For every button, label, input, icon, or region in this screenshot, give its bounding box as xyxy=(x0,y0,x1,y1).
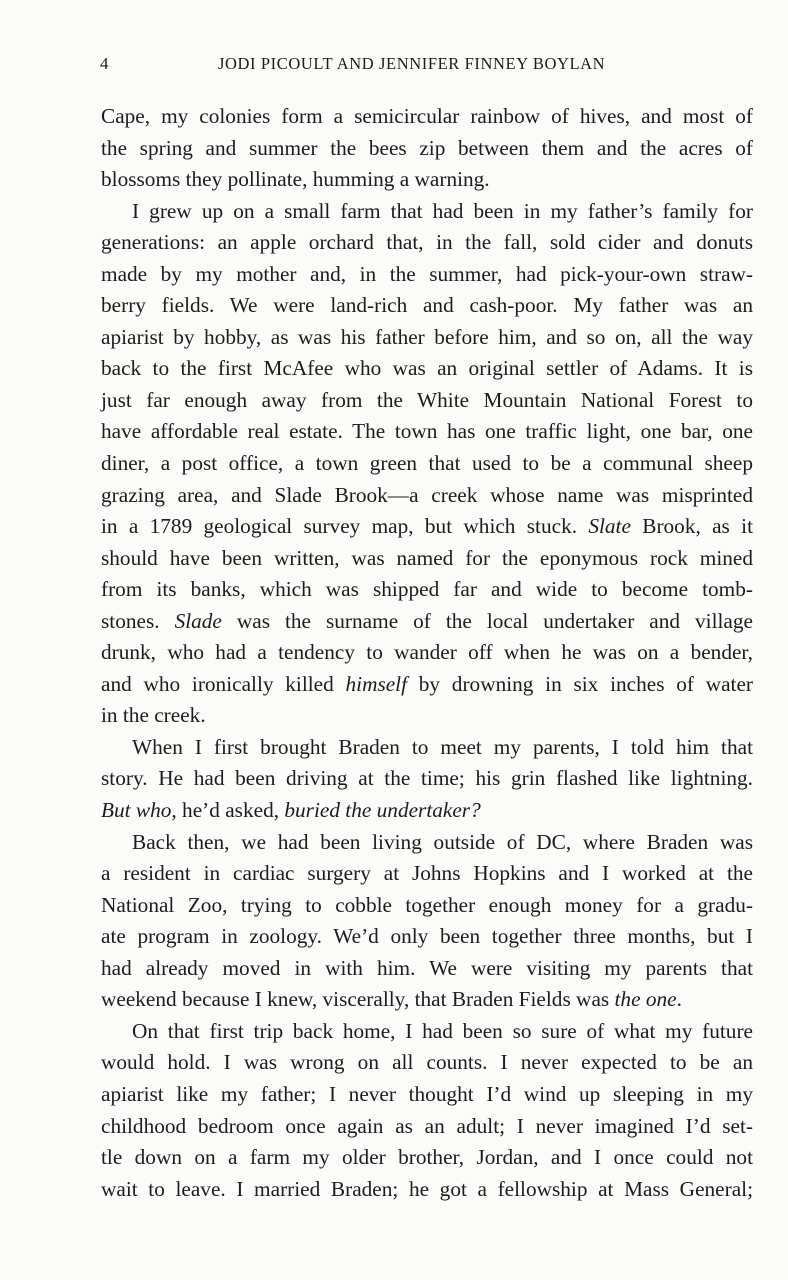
running-title: JODI PICOULT AND JENNIFER FINNEY BOYLAN xyxy=(218,54,606,73)
text-line xyxy=(101,1016,753,1048)
italic-text: But who, xyxy=(101,798,177,823)
text-line xyxy=(101,1111,753,1143)
text-segment: When I first brought Braden to meet my parents, I told him that xyxy=(132,734,753,759)
text-segment: just far enough away from the White Mountain National Forest to xyxy=(101,387,753,412)
text-segment: stones. xyxy=(101,608,175,633)
text-line xyxy=(101,227,753,259)
text-line xyxy=(101,827,753,859)
text-line xyxy=(101,1142,753,1174)
text-segment: Back then, we had been living outside of DC, where Braden was xyxy=(132,829,753,854)
text-line xyxy=(101,795,753,827)
italic-text: the one xyxy=(614,987,677,1012)
text-line xyxy=(101,416,753,448)
text-segment: apiarist like my father; I never thought I’d wind up sleeping in my xyxy=(101,1081,753,1106)
text-line xyxy=(101,353,753,385)
text-segment: in the creek. xyxy=(101,703,206,728)
text-line xyxy=(101,858,753,890)
running-header xyxy=(98,54,756,78)
text-line xyxy=(101,133,753,165)
text-segment: childhood bedroom once again as an adult; I never imagined I’d set- xyxy=(101,1113,753,1138)
text-segment: . xyxy=(676,987,682,1012)
text-segment: Cape, my colonies form a semicircular rainbow of hives, and most of xyxy=(101,104,753,128)
text-segment: drunk, who had a tendency to wander off when he was on a bender, xyxy=(101,640,753,665)
text-line xyxy=(101,763,753,795)
text-line xyxy=(101,259,753,291)
text-segment: I grew up on a small farm that had been in my father’s family for xyxy=(132,198,753,223)
text-segment: he’d asked, xyxy=(176,798,285,823)
body-text xyxy=(101,101,753,1205)
text-segment: and who ironically killed xyxy=(101,671,346,696)
text-line xyxy=(101,890,753,922)
text-segment: National Zoo, trying to cobble together enough money for a gradu- xyxy=(101,892,753,917)
text-line xyxy=(101,1079,753,1111)
text-line xyxy=(101,290,753,322)
text-segment: grazing area, and Slade Brook—a creek whose name was misprinted xyxy=(101,482,753,507)
text-segment: On that first trip back home, I had been so sure of what my future xyxy=(132,1018,753,1043)
text-segment: would hold. I was wrong on all counts. I never expected to be an xyxy=(101,1050,753,1075)
text-line xyxy=(101,953,753,985)
text-line xyxy=(101,921,753,953)
text-line xyxy=(101,322,753,354)
text-segment: had already moved in with him. We were visiting my parents that xyxy=(101,955,753,980)
text-segment: a resident in cardiac surgery at Johns Hopkins and I worked at the xyxy=(101,861,753,886)
text-segment: was the surname of the local undertaker and village xyxy=(221,608,753,633)
text-segment: apiarist by hobby, as was his father before him, and so on, all the way xyxy=(101,324,753,349)
text-line xyxy=(101,574,753,606)
text-segment: in a 1789 geological survey map, but which stuck. xyxy=(101,514,589,539)
text-line xyxy=(101,732,753,764)
text-line xyxy=(101,448,753,480)
text-segment: diner, a post office, a town green that used to be a communal sheep xyxy=(101,451,753,476)
text-line xyxy=(101,385,753,417)
text-segment: blossoms they pollinate, humming a warning. xyxy=(101,167,490,192)
text-segment: berry fields. We were land-rich and cash-poor. My father was an xyxy=(101,293,753,318)
text-line xyxy=(101,480,753,512)
text-line xyxy=(101,700,753,732)
text-segment: from its banks, which was shipped far and wide to become tomb- xyxy=(101,577,753,602)
text-segment: by drowning in six inches of water xyxy=(407,671,753,696)
text-segment: made by my mother and, in the summer, had pick-your-own straw- xyxy=(101,261,753,286)
text-segment: have affordable real estate. The town has one traffic light, one bar, one xyxy=(101,419,753,444)
italic-text: Slate xyxy=(588,514,631,539)
text-segment: back to the first McAfee who was an original settler of Adams. It is xyxy=(101,356,753,381)
text-segment: weekend because I knew, viscerally, that Braden Fields was xyxy=(101,987,615,1012)
text-line xyxy=(101,984,753,1016)
text-line xyxy=(101,543,753,575)
text-segment: ate program in zoology. We’d only been together three months, but I xyxy=(101,924,753,949)
text-segment: tle down on a farm my older brother, Jordan, and I once could not xyxy=(101,1145,753,1170)
text-segment: should have been written, was named for the eponymous rock mined xyxy=(101,545,753,570)
text-segment: the spring and summer the bees zip between them and the acres of xyxy=(101,135,753,160)
italic-text: himself xyxy=(345,671,408,696)
text-line xyxy=(101,606,753,638)
text-line xyxy=(101,669,753,701)
text-line xyxy=(101,1047,753,1079)
text-line xyxy=(101,164,753,196)
text-line xyxy=(101,196,753,228)
text-segment: story. He had been driving at the time; his grin flashed like lightning. xyxy=(101,766,753,791)
page-number: 4 xyxy=(100,54,109,73)
italic-text: buried the undertaker? xyxy=(284,798,481,823)
text-line xyxy=(101,1174,753,1206)
text-segment: Brook, as it xyxy=(630,514,753,539)
text-line xyxy=(101,637,753,669)
text-line xyxy=(101,101,753,133)
text-segment: generations: an apple orchard that, in the fall, sold cider and donuts xyxy=(101,230,753,255)
text-line xyxy=(101,511,753,543)
italic-text: Slade xyxy=(174,608,222,633)
text-segment: wait to leave. I married Braden; he got a fellowship at Mass General; xyxy=(101,1176,753,1201)
